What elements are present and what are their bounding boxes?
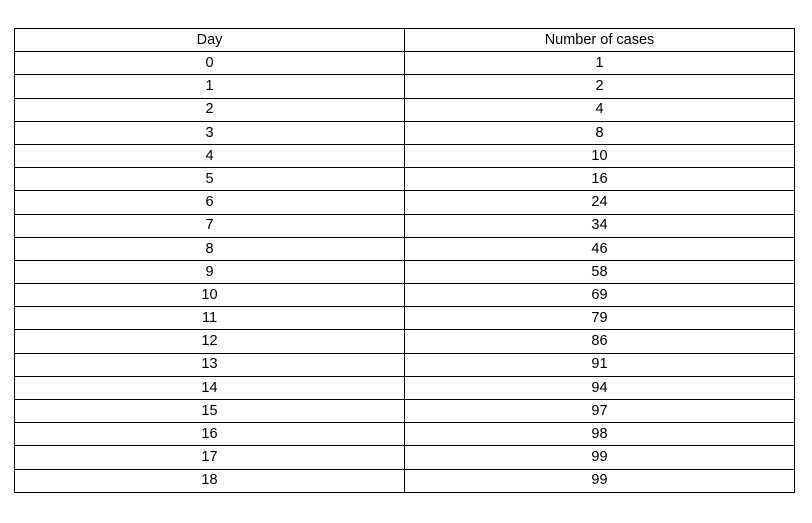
day-cell: 14 <box>15 376 405 399</box>
table-row <box>15 214 795 237</box>
table-body <box>15 52 795 493</box>
cases-cell: 4 <box>405 98 795 121</box>
day-cell: 6 <box>15 191 405 214</box>
table-row <box>15 237 795 260</box>
day-cell: 12 <box>15 330 405 353</box>
cases-cell: 1 <box>405 52 795 75</box>
table-row <box>15 446 795 469</box>
day-cell: 10 <box>15 284 405 307</box>
table-row <box>15 52 795 75</box>
column-header-day: Day <box>15 29 405 52</box>
day-cell: 1 <box>15 75 405 98</box>
cases-cell: 58 <box>405 260 795 283</box>
cases-table-container <box>14 28 794 493</box>
cases-table <box>14 28 795 493</box>
cases-cell: 2 <box>405 75 795 98</box>
day-cell: 9 <box>15 260 405 283</box>
cases-cell: 24 <box>405 191 795 214</box>
table-row <box>15 98 795 121</box>
table-row <box>15 423 795 446</box>
cases-cell: 98 <box>405 423 795 446</box>
cases-cell: 97 <box>405 400 795 423</box>
day-cell: 13 <box>15 353 405 376</box>
cases-cell: 99 <box>405 469 795 492</box>
table-row <box>15 144 795 167</box>
table-header <box>15 29 795 52</box>
cases-cell: 94 <box>405 376 795 399</box>
cases-cell: 8 <box>405 121 795 144</box>
header-row <box>15 29 795 52</box>
table-row <box>15 400 795 423</box>
table-row <box>15 376 795 399</box>
column-header-number-of-cases: Number of cases <box>405 29 795 52</box>
table-row <box>15 469 795 492</box>
table-row <box>15 353 795 376</box>
day-cell: 2 <box>15 98 405 121</box>
table-row <box>15 75 795 98</box>
day-cell: 16 <box>15 423 405 446</box>
day-cell: 4 <box>15 144 405 167</box>
table-row <box>15 307 795 330</box>
day-cell: 7 <box>15 214 405 237</box>
day-cell: 18 <box>15 469 405 492</box>
cases-cell: 79 <box>405 307 795 330</box>
table-row <box>15 260 795 283</box>
day-cell: 11 <box>15 307 405 330</box>
day-cell: 0 <box>15 52 405 75</box>
day-cell: 15 <box>15 400 405 423</box>
day-cell: 5 <box>15 168 405 191</box>
cases-cell: 10 <box>405 144 795 167</box>
day-cell: 3 <box>15 121 405 144</box>
table-row <box>15 121 795 144</box>
table-row <box>15 284 795 307</box>
cases-cell: 69 <box>405 284 795 307</box>
cases-cell: 91 <box>405 353 795 376</box>
table-row <box>15 330 795 353</box>
table-row <box>15 191 795 214</box>
table-row <box>15 168 795 191</box>
cases-cell: 16 <box>405 168 795 191</box>
day-cell: 17 <box>15 446 405 469</box>
day-cell: 8 <box>15 237 405 260</box>
cases-cell: 34 <box>405 214 795 237</box>
cases-cell: 86 <box>405 330 795 353</box>
cases-cell: 46 <box>405 237 795 260</box>
cases-cell: 99 <box>405 446 795 469</box>
